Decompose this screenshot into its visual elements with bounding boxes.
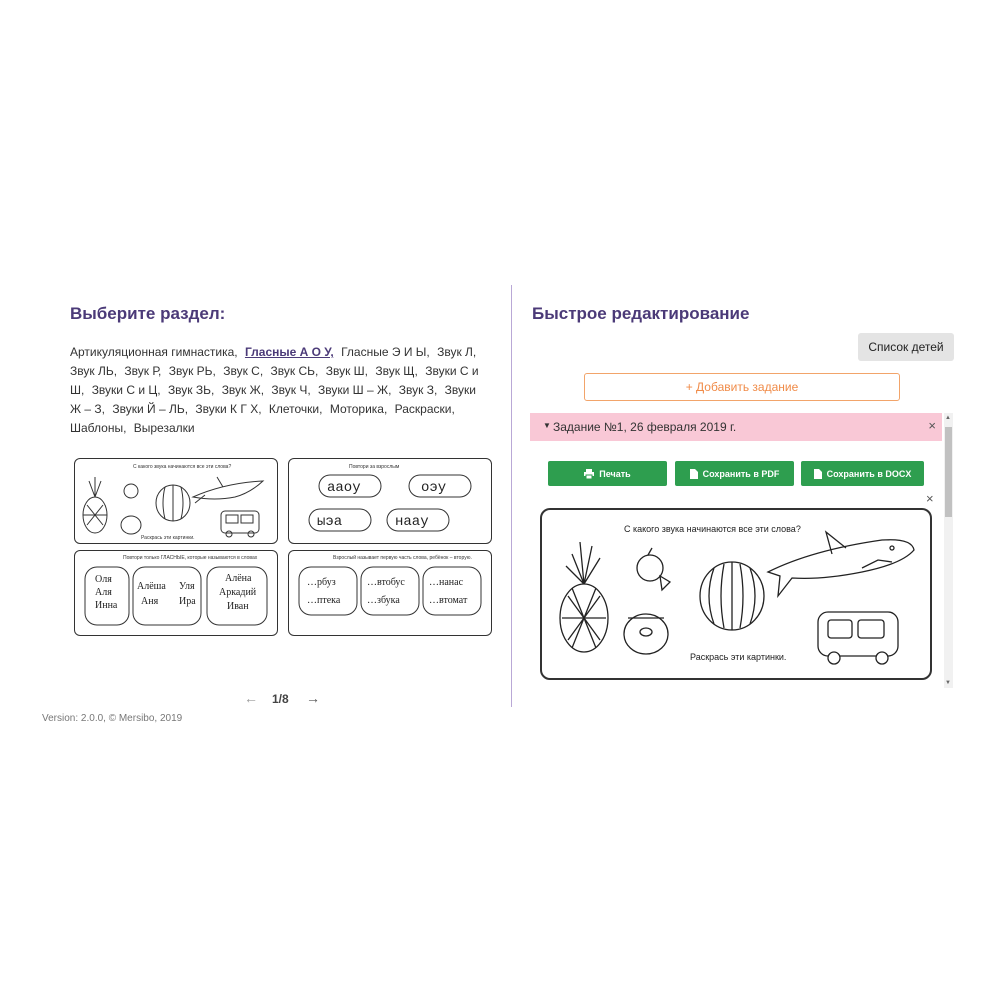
section-link[interactable]: Артикуляционная гимнастика, [70, 345, 238, 359]
thumbnail-worksheet-1[interactable] [74, 458, 278, 544]
thumbnail-worksheet-2[interactable] [288, 458, 492, 544]
name-anya: Аня [141, 596, 159, 607]
name-ira: Ира [179, 596, 196, 607]
pagination [240, 690, 340, 710]
word-2: …птека [307, 595, 341, 606]
save-pdf-label: Сохранить в PDF [702, 468, 780, 479]
section-link[interactable]: Звук Щ, [375, 364, 418, 378]
section-link[interactable]: Звуки С и Ш, [70, 364, 479, 397]
word-3: …втобус [367, 577, 405, 588]
watermelon-drawing [700, 562, 764, 630]
children-list-button[interactable]: Список детей [858, 333, 954, 361]
pineapple-drawing [560, 542, 608, 652]
print-label: Печать [599, 468, 631, 479]
name-arkadiy: Аркадий [219, 587, 257, 598]
section-link[interactable]: Звуки К Г Х, [195, 402, 262, 416]
orange-drawing [637, 548, 670, 590]
close-task-icon[interactable]: × [928, 418, 936, 433]
name-ulya: Уля [179, 581, 195, 592]
shark-drawing [768, 532, 914, 596]
watermelon-drawing [156, 485, 190, 521]
thumb1-footer: Раскрась эти картинки. [141, 535, 195, 541]
section-link[interactable]: Гласные А О У, [244, 345, 334, 359]
section-link[interactable]: Звуки Ж – З, [70, 383, 476, 416]
worksheet-preview [540, 508, 932, 680]
thumb2-caption: Повтори за взрослым [349, 464, 400, 470]
section-link[interactable]: Звук Ш, [325, 364, 368, 378]
word-1: …рбуз [307, 577, 336, 588]
name-inna: Инна [95, 600, 118, 611]
save-docx-button[interactable] [801, 461, 924, 486]
section-link[interactable]: Звук Л, [437, 345, 477, 359]
scroll-up-icon[interactable]: ▲ [945, 415, 951, 421]
syllable-3: ыэа [317, 514, 343, 530]
scrollbar[interactable] [944, 413, 953, 688]
syllable-4: наау [395, 514, 429, 530]
section-link[interactable]: Звук СЬ, [270, 364, 319, 378]
printer-icon [584, 469, 594, 479]
vertical-divider [511, 285, 512, 707]
thumbnail-worksheet-4[interactable] [288, 550, 492, 636]
section-link[interactable]: Звук РЬ, [168, 364, 216, 378]
docx-file-icon [814, 469, 822, 479]
section-link[interactable]: Звук ЗЬ, [167, 383, 215, 397]
fishbowl-drawing [121, 516, 141, 534]
worksheet-question: С какого звука начинаются все эти слова? [624, 524, 801, 534]
section-link[interactable]: Звук Ж, [221, 383, 265, 397]
version-footer: Version: 2.0.0, © Mersibo, 2019 [42, 713, 183, 724]
name-ivan: Иван [227, 601, 249, 612]
worksheet-instruction: Раскрась эти картинки. [690, 652, 787, 662]
name-olya: Оля [95, 574, 112, 585]
page-indicator: 1/8 [272, 692, 289, 706]
syllable-2: оэу [421, 480, 447, 496]
section-link[interactable]: Звук Ч, [271, 383, 311, 397]
orange-drawing [124, 484, 138, 498]
section-link[interactable]: Моторика, [329, 402, 388, 416]
thumbnail-worksheet-3[interactable] [74, 550, 278, 636]
name-alya: Аля [95, 587, 112, 598]
section-link[interactable]: Звук ЛЬ, [70, 364, 118, 378]
section-link[interactable]: Гласные Э И Ы, [341, 345, 430, 359]
fishbowl-drawing [624, 614, 668, 654]
bus-drawing [221, 511, 259, 537]
section-link[interactable]: Звук С, [223, 364, 264, 378]
collapse-triangle-icon[interactable]: ▼ [543, 421, 551, 430]
save-pdf-button[interactable] [675, 461, 794, 486]
section-link[interactable]: Шаблоны, [70, 421, 127, 435]
thumb3-caption: Повтори только ГЛАСНЫЕ, которые называются в словах [123, 555, 258, 561]
section-link[interactable]: Вырезалки [133, 421, 195, 435]
pdf-file-icon [690, 469, 698, 479]
close-worksheet-icon[interactable]: × [926, 491, 934, 506]
prev-page-arrow-icon[interactable]: ← [244, 690, 258, 706]
section-list [70, 343, 490, 438]
bus-drawing [818, 612, 898, 664]
section-link[interactable]: Звуки Ш – Ж, [318, 383, 392, 397]
section-link[interactable]: Звуки С и Ц, [91, 383, 161, 397]
pineapple-drawing [83, 477, 107, 533]
section-link[interactable]: Раскраски, [394, 402, 455, 416]
word-4: …збука [367, 595, 400, 606]
shark-drawing [193, 477, 263, 503]
next-page-arrow-icon[interactable]: → [306, 690, 320, 706]
word-5: …нанас [429, 577, 464, 588]
section-link[interactable]: Звук З, [398, 383, 438, 397]
quick-edit-heading: Быстрое редактирование [532, 304, 750, 323]
thumb1-caption: С какого звука начинаются все эти слова? [133, 464, 232, 470]
syllable-1: аaоу [327, 480, 361, 496]
add-task-button[interactable]: + Добавить задание [584, 373, 900, 401]
section-link[interactable]: Звуки Й – ЛЬ, [112, 402, 189, 416]
scrollbar-thumb[interactable] [945, 427, 952, 517]
thumb4-caption: Взрослый называет первую часть слова, ребёнок – вторую. [333, 555, 472, 561]
save-docx-label: Сохранить в DOCX [826, 468, 912, 479]
section-link[interactable]: Клеточки, [268, 402, 323, 416]
task-title: Задание №1, 26 февраля 2019 г. [553, 420, 737, 434]
section-link[interactable]: Звук Р, [124, 364, 162, 378]
section-heading: Выберите раздел: [70, 304, 226, 323]
task-header[interactable] [530, 413, 942, 441]
word-6: …втомат [429, 595, 468, 606]
name-alyona: Алёна [225, 573, 252, 584]
print-button[interactable] [548, 461, 667, 486]
scroll-down-icon[interactable]: ▼ [945, 680, 951, 686]
name-alyosha: Алёша [137, 581, 166, 592]
